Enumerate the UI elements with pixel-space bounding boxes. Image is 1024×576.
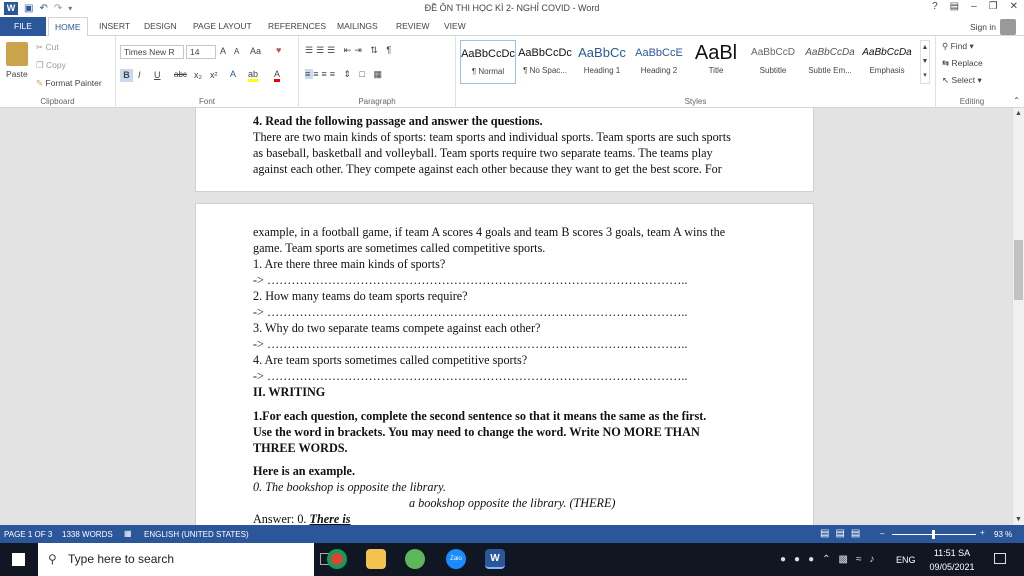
word-taskbar-icon[interactable]: W — [485, 549, 505, 569]
tray-icons[interactable]: ●●●⌃▩≈♪ — [780, 554, 883, 565]
help-button[interactable]: ? — [932, 1, 938, 12]
replace-icon: ⇆ — [942, 58, 950, 68]
writing-instruction: 1.For each question, complete the second sentence so that it means the same as the first. — [253, 409, 707, 423]
page-count[interactable]: PAGE 1 OF 3 — [4, 530, 53, 539]
styles-label: Styles — [684, 97, 707, 106]
passage-line: as baseball, basketball and volleyball. Team sports require two separate teams. The teams play — [253, 146, 713, 160]
word-app-icon: W — [4, 2, 18, 15]
paragraph-group — [299, 36, 456, 108]
style-heading-1[interactable]: AaBbCc Heading 1 — [578, 45, 626, 75]
page-1-bottom — [195, 108, 814, 192]
search-icon: ⚲ — [48, 552, 57, 566]
underline-button[interactable]: U — [154, 70, 161, 80]
wechat-icon[interactable] — [405, 549, 425, 569]
font-color-icon[interactable]: A — [274, 69, 280, 82]
highlight-icon[interactable]: ab — [248, 69, 258, 82]
document-area — [0, 108, 1012, 525]
customize-qat-icon[interactable]: ▾ — [68, 4, 73, 13]
list-icons[interactable]: ☰☰☰ ⇤⇥ ⇅ ¶ — [305, 45, 395, 55]
sign-in-area — [970, 17, 1016, 36]
passage-line: against each other. They compete against each other because they want to get the best score. For — [253, 162, 722, 176]
style-title[interactable]: AaBl Title — [694, 42, 738, 75]
sign-in-link[interactable]: Sign in — [970, 21, 996, 32]
tab-file[interactable]: FILE — [0, 17, 46, 36]
clock-date: 09/05/2021 — [929, 562, 975, 572]
ribbon-display-icon[interactable]: ▤ — [949, 1, 960, 12]
passage-line: There are two main kinds of sports: team sports and individual sports. Team sports are such sports — [253, 130, 731, 144]
scrollbar-thumb[interactable] — [1014, 240, 1023, 300]
redo-icon[interactable]: ↷ — [53, 3, 63, 14]
alignment-icons[interactable]: ≡≡≡≡ ⇕ □ ▦ — [305, 69, 386, 79]
answer-line-2: -> ………………………………………………………………………………………….. — [253, 305, 688, 319]
subscript-button[interactable]: x₂ — [194, 70, 202, 80]
style-subtitle[interactable]: AaBbCcD Subtitle — [751, 47, 795, 75]
answer-line-3: -> ………………………………………………………………………………………….. — [253, 337, 688, 351]
strikethrough-button[interactable]: abc — [174, 70, 187, 79]
select-button[interactable]: ↖ Select ▾ — [942, 75, 982, 85]
example-answer: Answer: 0. There is — [253, 512, 351, 525]
taskbar — [0, 543, 1024, 576]
styles-group — [456, 36, 936, 108]
minimize-button[interactable]: – — [971, 1, 977, 12]
title-bar — [0, 0, 1024, 17]
binoculars-icon: ⚲ — [942, 41, 949, 51]
cursor-icon: ↖ — [942, 75, 950, 85]
zalo-icon[interactable]: Zalo — [446, 549, 466, 569]
scroll-up-icon[interactable]: ▲ — [1015, 110, 1022, 117]
example-heading: Here is an example. — [253, 464, 355, 478]
proofing-icon[interactable]: ▦ — [124, 529, 132, 538]
window-controls — [932, 1, 1018, 12]
avatar[interactable] — [1000, 19, 1016, 35]
replace-button[interactable]: ⇆ Replace — [942, 58, 983, 68]
save-icon[interactable]: ▣ — [24, 3, 34, 14]
copy-button[interactable]: ❐ Copy — [36, 60, 66, 70]
question-3: 3. Why do two separate teams compete against each other? — [253, 321, 541, 335]
paste-button[interactable]: Paste — [6, 69, 28, 79]
style-subtle-emphasis[interactable]: AaBbCcDa Subtle Em... — [805, 47, 855, 75]
answer-line-4: -> ………………………………………………………………………………………….. — [253, 369, 688, 383]
writing-instruction: Use the word in brackets. You may need to change the word. Write NO MORE THAN — [253, 425, 700, 439]
chrome-icon[interactable] — [327, 549, 347, 569]
ribbon-tabs — [0, 17, 1024, 36]
copy-icon: ❐ — [36, 60, 44, 70]
vertical-scrollbar[interactable] — [1012, 108, 1024, 525]
zoom-in-button[interactable]: + — [980, 528, 985, 537]
paste-icon[interactable] — [6, 42, 28, 66]
grow-font-button[interactable]: A — [220, 46, 227, 56]
undo-icon[interactable]: ↶ — [39, 3, 48, 14]
question-1: 1. Are there three main kinds of sports? — [253, 257, 446, 271]
clear-formatting-icon[interactable]: ♥ — [276, 45, 282, 55]
notification-icon[interactable] — [994, 553, 1006, 564]
style-normal[interactable]: AaBbCcDc ¶ Normal — [460, 40, 516, 84]
shrink-font-button[interactable]: A — [234, 47, 240, 56]
tab-design[interactable]: DESIGN — [144, 21, 177, 31]
example-sentence: 0. The bookshop is opposite the library. — [253, 480, 446, 494]
windows-start-icon[interactable] — [12, 553, 25, 566]
superscript-button[interactable]: x² — [210, 70, 218, 80]
style-emphasis[interactable]: AaBbCcDa Emphasis — [862, 47, 912, 75]
question-2: 2. How many teams do team sports require? — [253, 289, 468, 303]
paragraph-label: Paragraph — [358, 97, 396, 106]
tab-references[interactable]: REFERENCES — [268, 21, 327, 31]
question-4: 4. Are team sports sometimes called competitive sports? — [253, 353, 528, 367]
passage-line: example, in a football game, if team A scores 4 goals and team B scores 3 goals, team A wins the — [253, 225, 726, 239]
align-left-icon[interactable]: ≡ — [305, 69, 314, 79]
italic-button[interactable]: I — [138, 70, 141, 80]
clipboard-group — [0, 36, 116, 108]
section-heading: II. WRITING — [253, 385, 326, 399]
restore-button[interactable]: ❐ — [988, 1, 998, 12]
tab-page-layout[interactable]: PAGE LAYOUT — [193, 21, 252, 31]
style-no-spacing[interactable]: AaBbCcDc ¶ No Spac... — [518, 47, 572, 75]
language-indicator[interactable]: ENGLISH (UNITED STATES) — [144, 530, 249, 539]
cut-button[interactable]: ✂ Cut — [36, 42, 59, 52]
change-case-button[interactable]: Aa — [250, 46, 262, 56]
tab-view[interactable]: VIEW — [444, 21, 466, 31]
zoom-out-button[interactable]: – — [880, 529, 885, 538]
text-effects-icon[interactable]: A — [230, 69, 237, 79]
tab-mailings[interactable]: MAILINGS — [337, 21, 378, 31]
window-title: ĐỀ ÔN THI HỌC KÌ 2- NGHỈ COVID - Word — [424, 3, 600, 13]
word-count[interactable]: 1338 WORDS — [62, 530, 113, 539]
file-explorer-icon[interactable] — [366, 549, 386, 569]
bold-button[interactable]: B — [120, 69, 133, 82]
clock[interactable] — [926, 548, 978, 572]
editing-group — [936, 36, 1008, 108]
ribbon — [0, 36, 1024, 108]
tab-review[interactable]: REVIEW — [396, 21, 430, 31]
styles-scroll-icon[interactable]: ▲ ▼ ▾ — [920, 40, 930, 84]
brush-icon: ✎ — [36, 78, 44, 88]
passage-line: game. Team sports are sometimes called competitive sports. — [253, 241, 546, 255]
clipboard-label: Clipboard — [40, 97, 75, 106]
format-painter-button[interactable]: ✎ Format Painter — [36, 78, 102, 88]
font-name-select[interactable]: Times New R — [120, 45, 184, 59]
zoom-slider-handle[interactable] — [932, 530, 935, 539]
example-rewrite: a bookshop opposite the library. (THERE) — [409, 496, 616, 510]
collapse-ribbon-icon[interactable]: ⌃ — [1013, 96, 1020, 105]
zoom-level[interactable]: 93 % — [994, 530, 1013, 539]
clock-time: 11:51 SA — [933, 548, 971, 558]
close-button[interactable]: ✕ — [1009, 1, 1018, 12]
page-2[interactable] — [195, 203, 814, 525]
writing-instruction: THREE WORDS. — [253, 441, 348, 455]
tab-insert[interactable]: INSERT — [99, 21, 131, 31]
find-button[interactable]: ⚲ Find ▾ — [942, 41, 974, 51]
scissors-icon: ✂ — [36, 42, 44, 52]
font-group — [116, 36, 299, 108]
font-label: Font — [198, 97, 215, 106]
view-mode-icons[interactable]: ▤▤▤ — [820, 528, 867, 539]
editing-label: Editing — [959, 97, 985, 106]
passage-heading: 4. Read the following passage and answer the questions. — [253, 114, 543, 128]
input-language[interactable]: ENG — [896, 555, 916, 565]
taskbar-search-box[interactable]: ⚲ Type here to search — [38, 543, 314, 576]
font-size-select[interactable]: 14 — [186, 45, 216, 59]
style-heading-2[interactable]: AaBbCcE Heading 2 — [635, 47, 683, 75]
scroll-down-icon[interactable]: ▼ — [1015, 516, 1022, 523]
answer-line-1: -> ………………………………………………………………………………………….. — [253, 273, 688, 287]
tab-home[interactable]: HOME — [48, 17, 88, 37]
status-bar — [0, 525, 1024, 543]
